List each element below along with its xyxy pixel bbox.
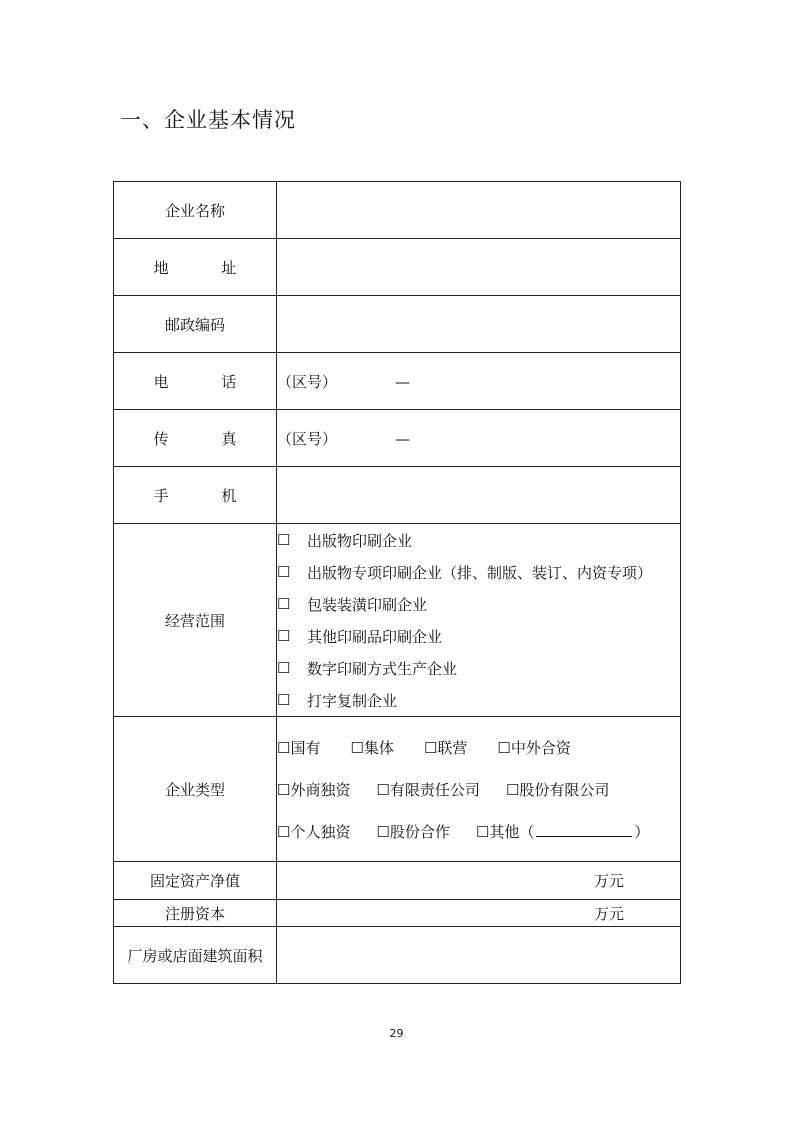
scope-option[interactable]: ☐ 其他印刷品印刷企业: [277, 627, 443, 646]
checkbox-icon[interactable]: ☐: [277, 659, 291, 677]
scope-option[interactable]: ☐ 数字印刷方式生产企业: [277, 659, 458, 678]
field-fax[interactable]: [277, 410, 681, 467]
phone-area-code: （区号）: [277, 372, 338, 391]
type-option[interactable]: ☐外商独资: [277, 780, 351, 799]
field-building-area[interactable]: [277, 927, 681, 984]
label-building-area: 厂房或店面建筑面积: [114, 927, 277, 984]
label-mobile: 手 机: [153, 486, 261, 505]
row-registered-capital: [114, 900, 681, 927]
field-phone[interactable]: [277, 353, 681, 410]
type-option[interactable]: ☐股份有限公司: [505, 780, 610, 799]
unit-registered-capital: 万元: [593, 904, 624, 923]
type-option-other[interactable]: ☐其他（ ）: [475, 822, 650, 841]
checkbox-icon[interactable]: ☐: [277, 595, 291, 613]
row-fixed-assets: [114, 862, 681, 900]
field-enterprise-name[interactable]: [277, 182, 681, 239]
field-address[interactable]: [277, 239, 681, 296]
label-phone: 电 话: [153, 372, 261, 391]
section-heading: 一、企业基本情况: [120, 108, 296, 132]
label-business-scope: 经营范围: [114, 524, 277, 717]
scope-option[interactable]: ☐ 出版物印刷企业: [277, 531, 413, 550]
row-mobile: [114, 467, 681, 524]
type-option[interactable]: ☐股份合作: [376, 822, 450, 841]
checkbox-icon[interactable]: ☐: [376, 780, 390, 799]
checkbox-icon[interactable]: ☐: [475, 822, 490, 841]
checkbox-icon[interactable]: ☐: [277, 563, 291, 581]
type-option[interactable]: ☐联营: [423, 738, 468, 757]
type-option[interactable]: ☐国有: [277, 738, 321, 757]
row-postal-code: [114, 296, 681, 353]
type-options: [277, 717, 681, 862]
checkbox-icon[interactable]: ☐: [423, 738, 438, 757]
row-enterprise-type: [114, 717, 681, 862]
label-postal-code: 邮政编码: [114, 296, 277, 353]
label-enterprise-name: 企业名称: [114, 182, 277, 239]
type-option[interactable]: ☐集体: [350, 738, 394, 757]
label-fax: 传 真: [153, 429, 261, 448]
row-address: [114, 239, 681, 296]
row-business-scope: [114, 524, 681, 717]
checkbox-icon[interactable]: ☐: [497, 738, 511, 757]
checkbox-icon[interactable]: ☐: [277, 738, 291, 757]
checkbox-icon[interactable]: ☐: [277, 822, 291, 841]
fax-area-code: （区号）: [277, 429, 338, 448]
type-option[interactable]: ☐个人独资: [277, 822, 351, 841]
scope-options: [277, 524, 681, 717]
scope-option[interactable]: ☐ 包装装潢印刷企业: [277, 595, 428, 614]
row-phone: [114, 353, 681, 410]
scope-option[interactable]: ☐ 打字复制企业: [277, 691, 398, 710]
type-option[interactable]: ☐有限责任公司: [376, 780, 480, 799]
field-postal-code[interactable]: [277, 296, 681, 353]
row-building-area: [114, 927, 681, 984]
field-fixed-assets[interactable]: [277, 862, 681, 900]
label-address: 地 址: [153, 258, 261, 277]
row-fax: [114, 410, 681, 467]
field-mobile[interactable]: [277, 467, 681, 524]
phone-dash: —: [395, 372, 411, 391]
checkbox-icon[interactable]: ☐: [376, 822, 390, 841]
row-enterprise-name: [114, 182, 681, 239]
page-number: 29: [389, 1027, 404, 1040]
checkbox-icon[interactable]: ☐: [505, 780, 520, 799]
enterprise-info-table: [113, 181, 681, 984]
checkbox-icon[interactable]: ☐: [277, 691, 291, 709]
checkbox-icon[interactable]: ☐: [277, 531, 291, 549]
checkbox-icon[interactable]: ☐: [350, 738, 364, 757]
type-option[interactable]: ☐中外合资: [497, 738, 571, 757]
scope-option[interactable]: ☐ 出版物专项印刷企业（排、制版、装订、内资专项）: [277, 563, 653, 582]
unit-fixed-assets: 万元: [593, 872, 624, 890]
checkbox-icon[interactable]: ☐: [277, 780, 291, 799]
other-blank-field[interactable]: [536, 822, 632, 837]
label-enterprise-type: 企业类型: [114, 717, 277, 862]
label-fixed-assets: 固定资产净值: [114, 862, 277, 900]
label-registered-capital: 注册资本: [114, 900, 277, 927]
fax-dash: —: [395, 429, 411, 448]
field-registered-capital[interactable]: [277, 900, 681, 927]
checkbox-icon[interactable]: ☐: [277, 627, 291, 645]
